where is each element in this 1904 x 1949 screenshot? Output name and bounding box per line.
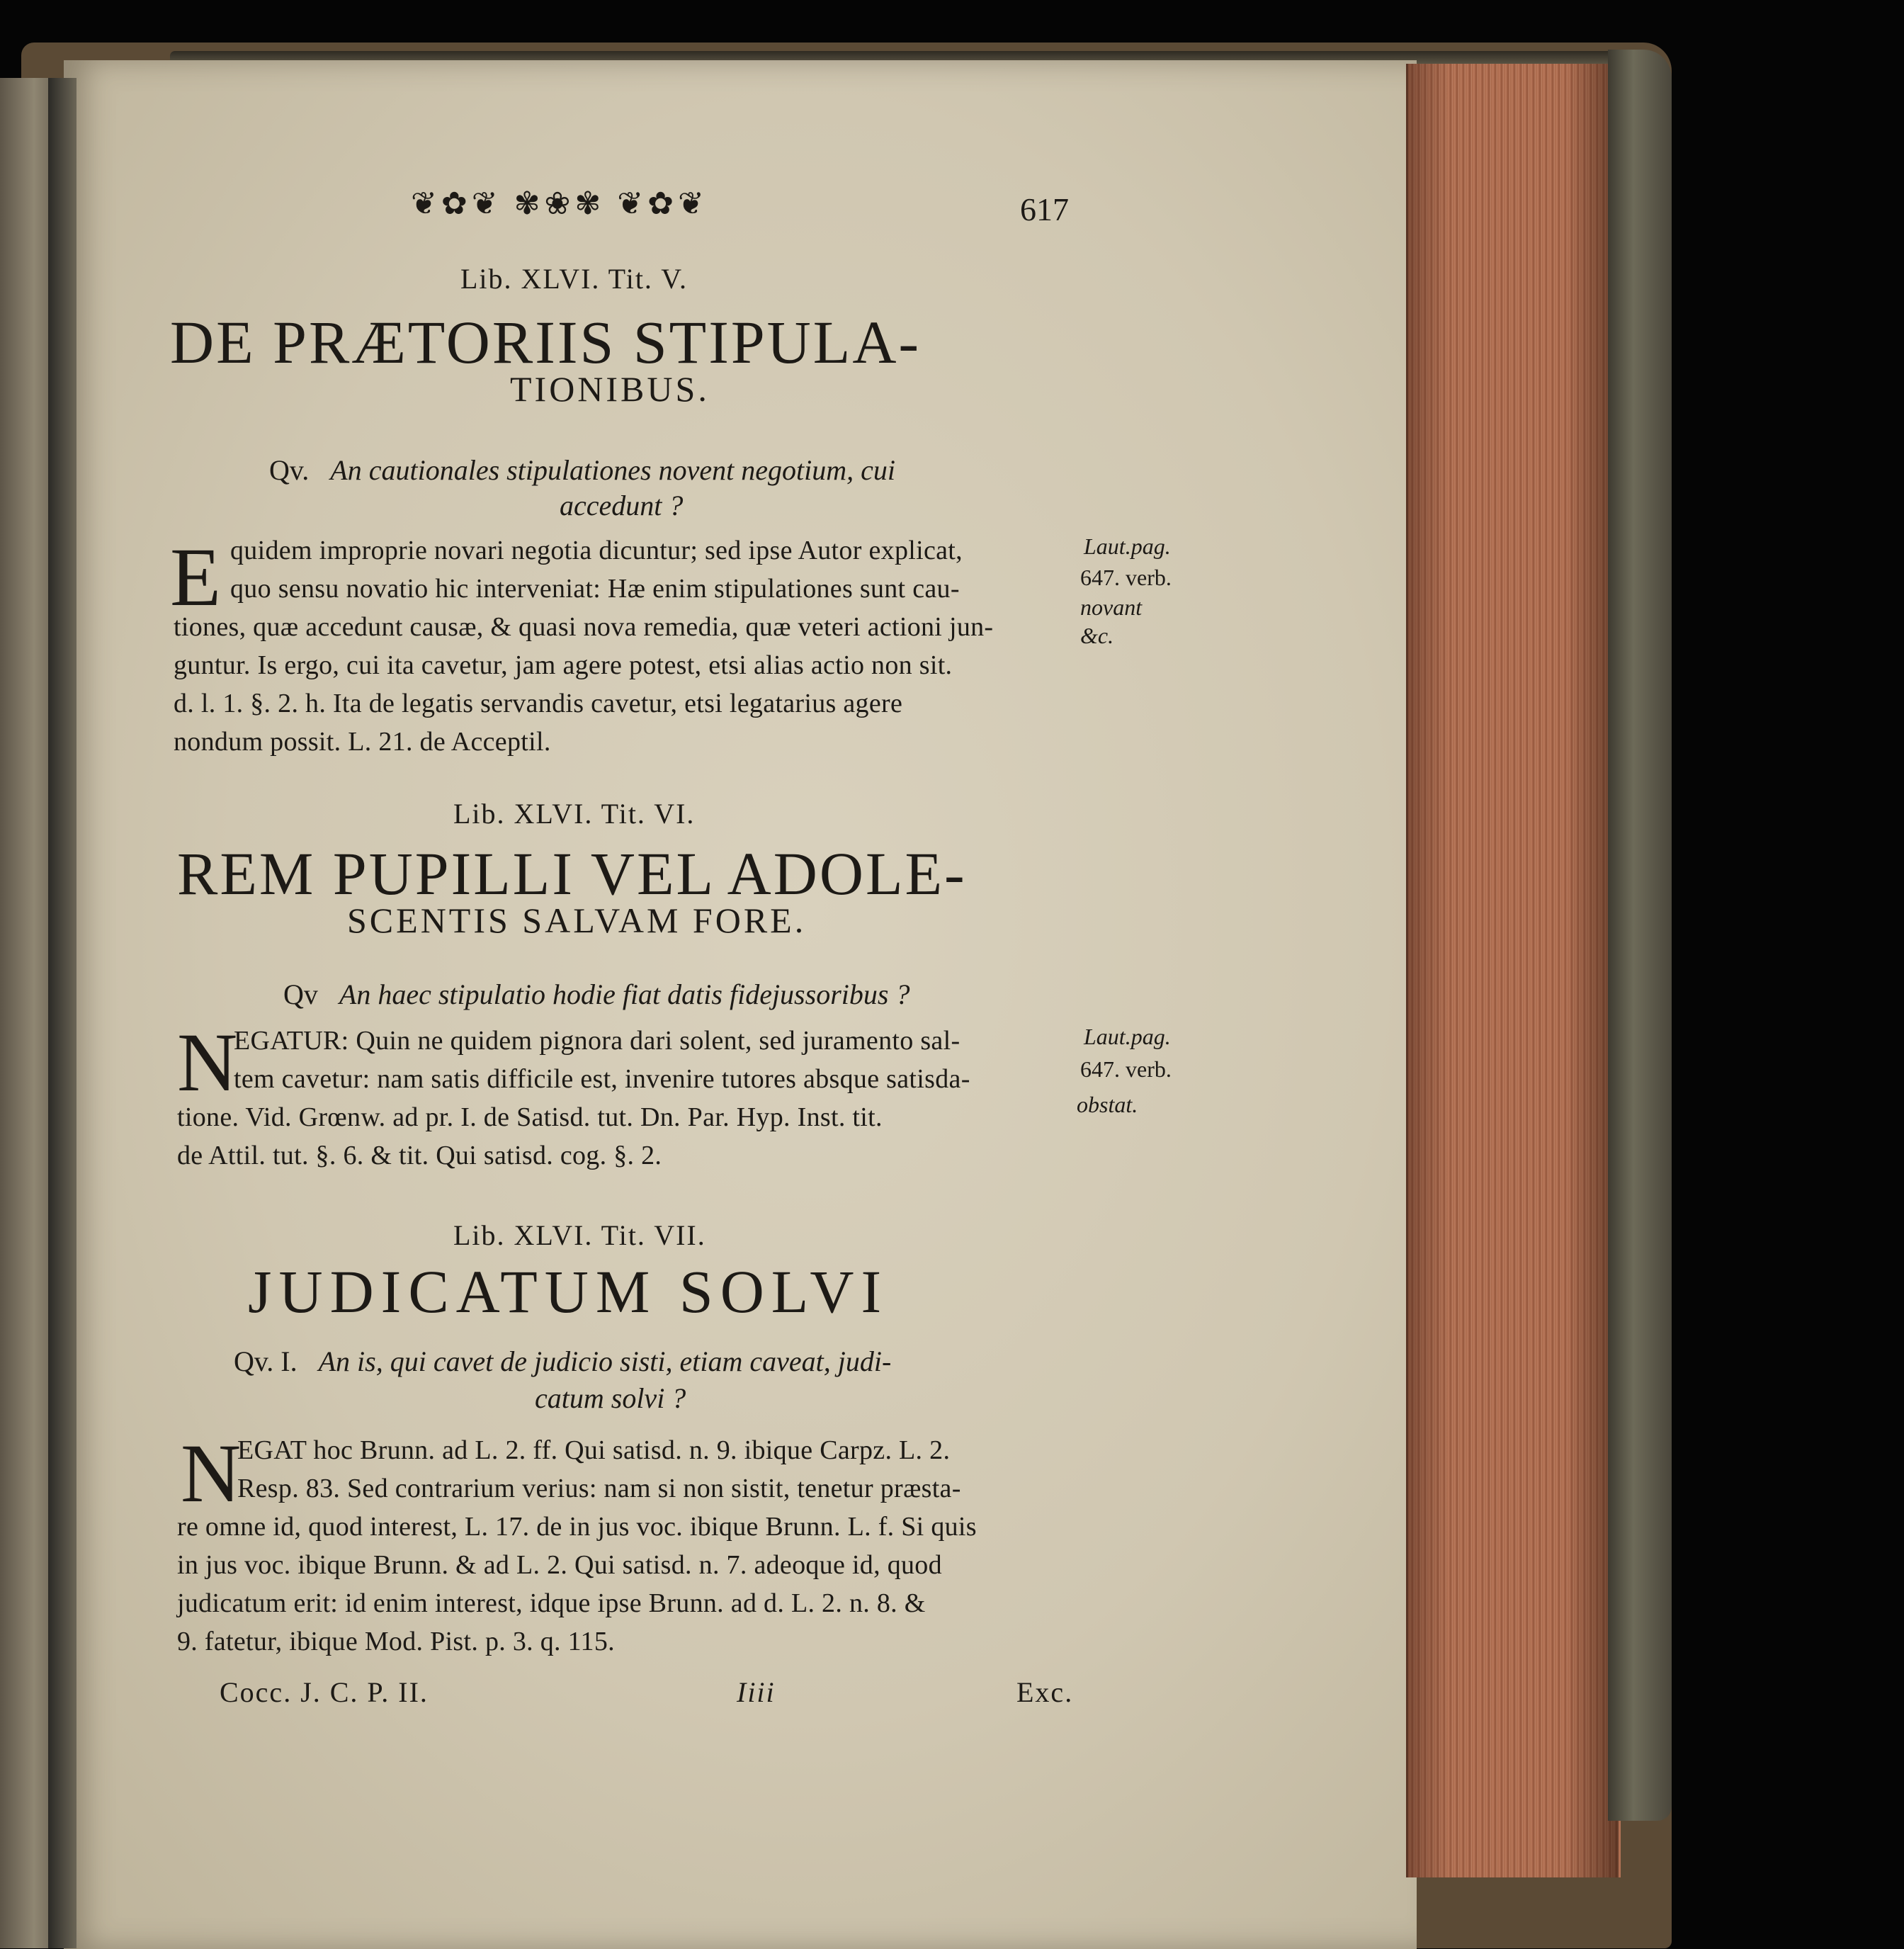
section-2-margin-note: Laut.pag. (1084, 1024, 1171, 1049)
section-3-body-line: EGAT hoc Brunn. ad L. 2. ff. Qui satisd. n. 9. ibique Carpz. L. 2. (237, 1435, 951, 1465)
footer-catchword: Exc. (1016, 1676, 1074, 1708)
section-1-margin-note: novant (1080, 594, 1143, 620)
section-3-body-line: in jus voc. ibique Brunn. & ad L. 2. Qui satisd. n. 7. adeoque id, quod (177, 1550, 942, 1580)
section-2-body-line: EGATUR: Quin ne quidem pignora dari solent, sed juramento sal- (234, 1026, 960, 1056)
section-1-body-line: nondum possit. L. 21. de Acceptil. (174, 727, 551, 757)
section-2-title-line2: SCENTIS SALVAM FORE. (347, 900, 807, 940)
section-3-question-label: Qv. I. (234, 1345, 298, 1377)
section-2-title-line1: REM PUPILLI VEL ADOLE- (177, 840, 967, 908)
section-1-margin-note: 647. verb. (1080, 565, 1172, 590)
section-3-question-text: An is, qui cavet de judicio sisti, etiam caveat, judi- (318, 1345, 892, 1377)
section-1-body-line: quo sensu novatio hic interveniat: Hæ enim stipulationes sunt cau- (230, 574, 960, 604)
section-1-margin-note: &c. (1080, 623, 1114, 648)
section-3-body-line: 9. fatetur, ibique Mod. Pist. p. 3. q. 115. (177, 1627, 615, 1656)
section-3-question-cont: catum solvi ? (535, 1382, 686, 1414)
footer-signature-mark: Iiii (737, 1676, 776, 1708)
section-3-body-line: re omne id, quod interest, L. 17. de in jus voc. ibique Brunn. L. f. Si quis (177, 1512, 977, 1542)
section-3-drop-cap: N (181, 1427, 242, 1520)
section-2-question-label: Qv (283, 978, 318, 1010)
section-1-margin-note: Laut.pag. (1084, 533, 1171, 559)
section-2-margin-note: obstat. (1077, 1092, 1138, 1117)
page-number: 617 (1020, 191, 1069, 227)
section-3-body-line: judicatum erit: id enim interest, idque ipse Brunn. ad d. L. 2. n. 8. & (177, 1588, 926, 1618)
header-ornament: ❦✿❦ ✾❀✾ ❦✿❦ (411, 186, 708, 221)
page-block-shade (1406, 64, 1619, 1877)
section-3-question (234, 1345, 891, 1378)
section-2-body-line: tione. Vid. Grœnw. ad pr. I. de Satisd. tut. Dn. Par. Hyp. Inst. tit. (177, 1102, 883, 1132)
section-2-question (283, 978, 910, 1011)
section-2-body-line: de Attil. tut. §. 6. & tit. Qui satisd. cog. §. 2. (177, 1141, 662, 1170)
section-1-title-line1: DE PRÆTORIIS STIPULA- (170, 308, 922, 376)
footer-signature-left: Cocc. J. C. P. II. (220, 1676, 429, 1708)
section-1-title-line2: TIONIBUS. (510, 369, 710, 409)
section-3-body-line: Resp. 83. Sed contrarium verius: nam si non sistit, tenetur præsta- (237, 1474, 961, 1503)
section-1-question-text: An cautionales stipulationes novent negotium, cui (330, 454, 895, 486)
section-2-question-text: An haec stipulatio hodie fiat datis fidejussoribus ? (339, 978, 910, 1010)
section-2-drop-cap: N (177, 1016, 238, 1109)
section-1-body-line: guntur. Is ergo, cui ita cavetur, jam agere potest, etsi alias actio non sit. (174, 650, 953, 680)
section-2-body-line: tem cavetur: nam satis difficile est, invenire tutores absque satisda- (234, 1064, 970, 1094)
section-1-drop-cap: E (170, 531, 222, 623)
section-2-margin-note: 647. verb. (1080, 1056, 1172, 1082)
section-2-lib-tit: Lib. XLVI. Tit. VI. (453, 798, 696, 830)
section-1-question-cont: accedunt ? (560, 490, 684, 521)
section-1-body-line: quidem improprie novari negotia dicuntur; sed ipse Autor explicat, (230, 536, 963, 565)
section-1-body-line: tiones, quæ accedunt causæ, & quasi nova remedia, quæ veteri actioni jun- (174, 612, 994, 642)
section-1-body-line: d. l. 1. §. 2. h. Ita de legatis servandis cavetur, etsi legatarius agere (174, 689, 903, 718)
section-1-question-label: Qv. (269, 454, 310, 486)
back-cover-edge (1608, 50, 1672, 1821)
section-1-lib-tit: Lib. XLVI. Tit. V. (460, 263, 688, 295)
section-3-title: JUDICATUM SOLVI (248, 1258, 889, 1326)
section-3-lib-tit: Lib. XLVI. Tit. VII. (453, 1219, 706, 1251)
book-gutter (48, 78, 76, 1948)
section-1-question (269, 453, 895, 487)
